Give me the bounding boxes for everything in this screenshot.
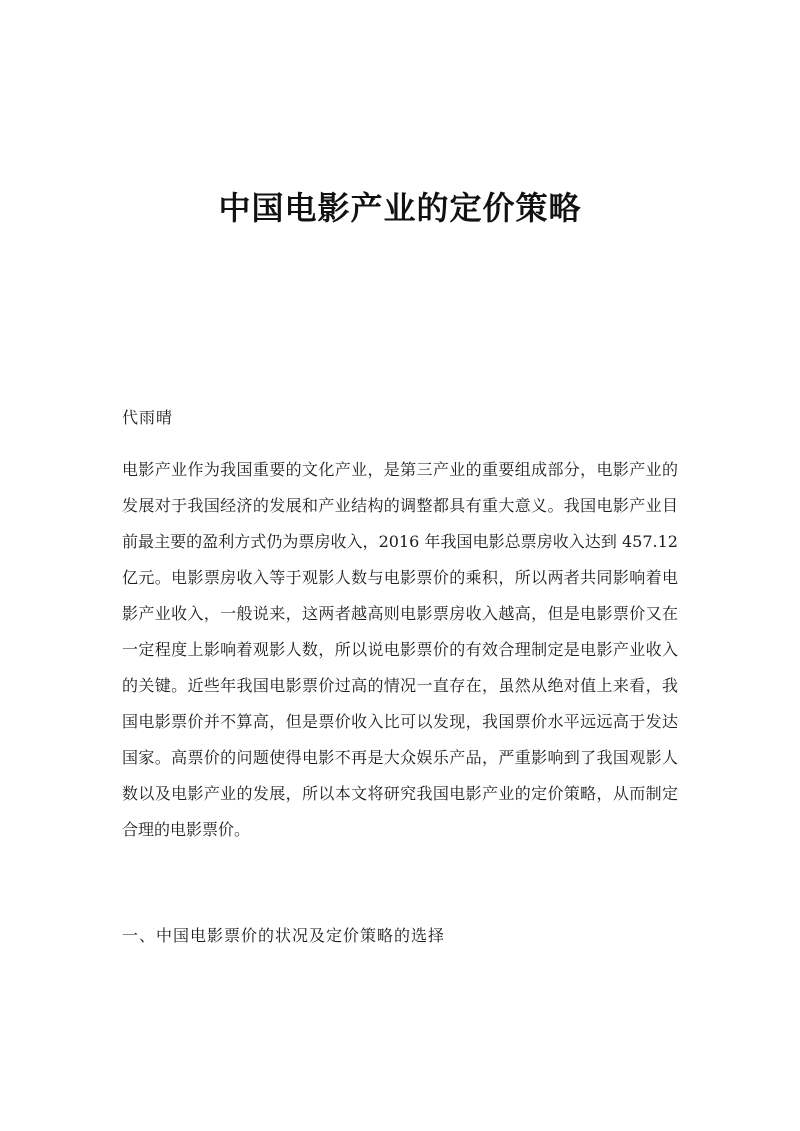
paragraph-line: 的关键。近些年我国电影票价过高的情况一直存在，虽然从绝对值上来看，我 [122,676,678,695]
body-paragraph [122,452,678,848]
paragraph-line: 前最主要的盈利方式仍为票房收入，2016 年我国电影总票房收入达到 457.12 [122,532,678,551]
paragraph-line: 发展对于我国经济的发展和产业结构的调整都具有重大意义。我国电影产业目 [122,496,678,515]
paragraph-line: 数以及电影产业的发展，所以本文将研究我国电影产业的定价策略，从而制定 [122,784,678,803]
paragraph-line: 一定程度上影响着观影人数，所以说电影票价的有效合理制定是电影产业收入 [122,640,678,659]
page-title: 中国电影产业的定价策略 [218,189,582,227]
paragraph-line: 亿元。电影票房收入等于观影人数与电影票价的乘积，所以两者共同影响着电 [122,568,678,587]
paragraph-line: 国电影票价并不算高，但是票价收入比可以发现，我国票价水平远远高于发达 [122,712,678,731]
paragraph-line: 电影产业作为我国重要的文化产业，是第三产业的重要组成部分，电影产业的 [122,460,678,479]
paragraph-line: 国家。高票价的问题使得电影不再是大众娱乐产品，严重影响到了我国观影人 [122,748,678,767]
paragraph-line: 合理的电影票价。 [122,820,251,839]
author-name: 代雨晴 [122,408,174,427]
paragraph-line: 影产业收入，一般说来，这两者越高则电影票房收入越高，但是电影票价又在 [122,604,678,623]
section-heading: 一、中国电影票价的状况及定价策略的选择 [122,926,446,945]
